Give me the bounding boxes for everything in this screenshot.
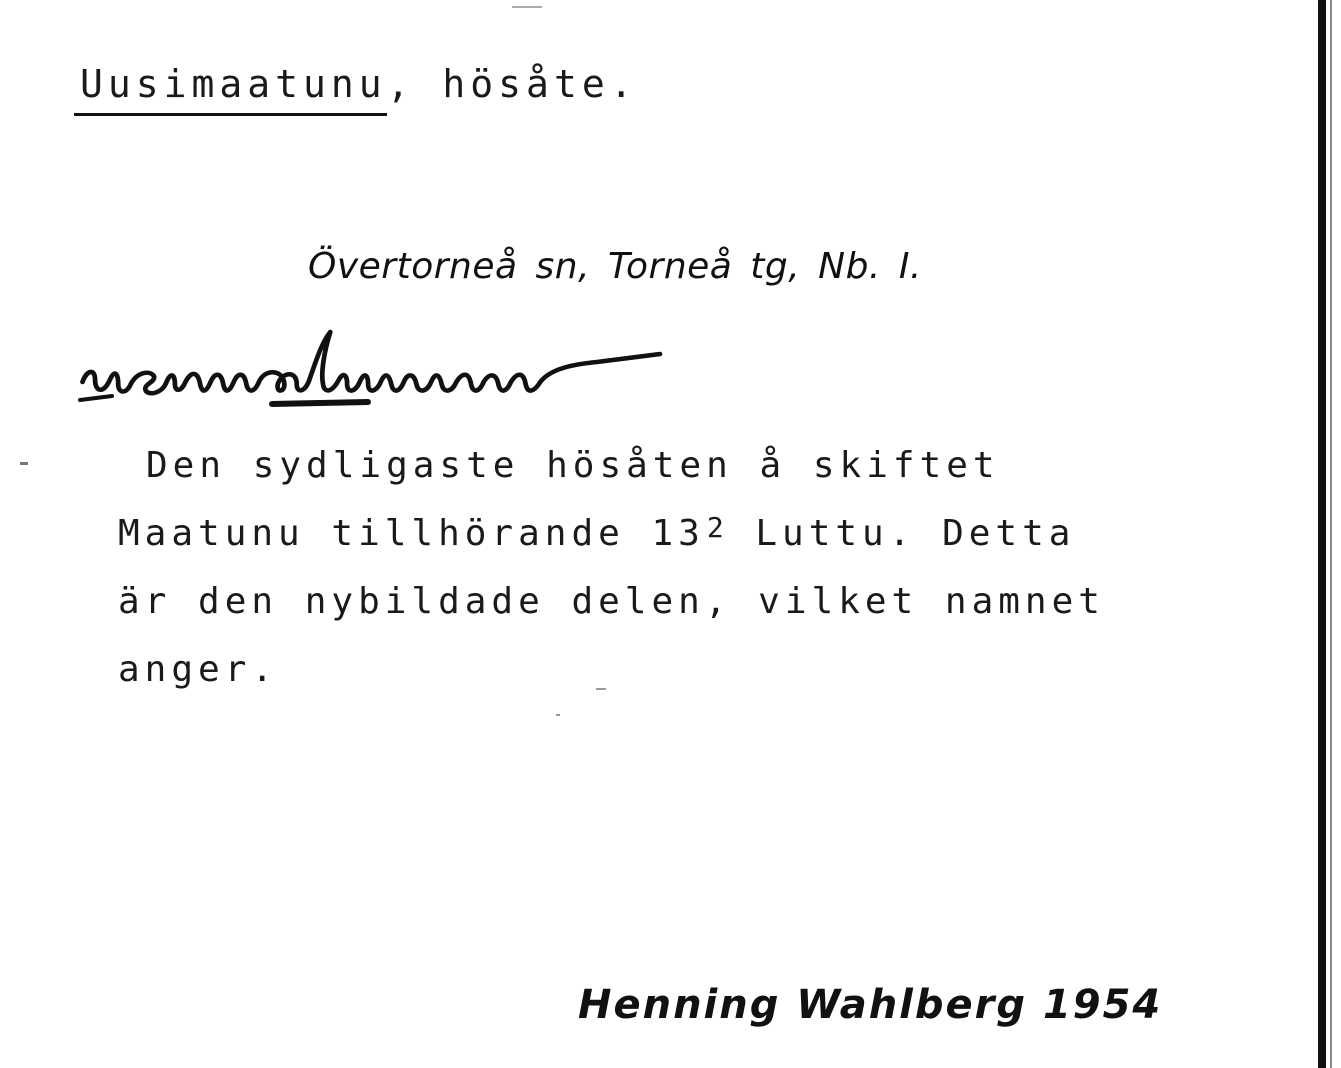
body-line-1: Den sydligaste hösåten å skiftet	[146, 445, 1000, 486]
scan-speck	[20, 462, 28, 465]
handwriting-underline-long	[272, 402, 368, 404]
card-heading	[80, 62, 638, 106]
headword-text: Uusimaatunu	[80, 62, 387, 106]
superscript-number: 2	[706, 511, 729, 544]
scan-speck	[556, 714, 560, 716]
headword-underline	[74, 113, 387, 116]
handwritten-pronunciation	[72, 320, 672, 430]
body-line-2-end: Luttu. Detta	[728, 513, 1076, 554]
handwriting-underline-short	[80, 396, 112, 400]
card-edge-line	[1330, 0, 1332, 1068]
headword-suffix: , hösåte.	[386, 62, 638, 106]
body-line-3: är den nybildade delen, vilket namnet	[118, 581, 1105, 622]
body-line-4: anger.	[118, 649, 279, 690]
card-edge-shadow	[1318, 0, 1326, 1068]
headword	[80, 62, 387, 106]
handwriting-stroke	[83, 332, 661, 393]
scan-speck	[512, 6, 542, 8]
signature-stamp: Henning Wahlberg 1954	[578, 982, 1163, 1028]
body-line-2	[118, 500, 1105, 568]
parish-location: Övertorneå sn, Torneå tg, Nb. I.	[308, 246, 922, 287]
card-body	[118, 432, 1105, 704]
body-line-2-start: Maatunu tillhörande 13	[118, 513, 705, 554]
